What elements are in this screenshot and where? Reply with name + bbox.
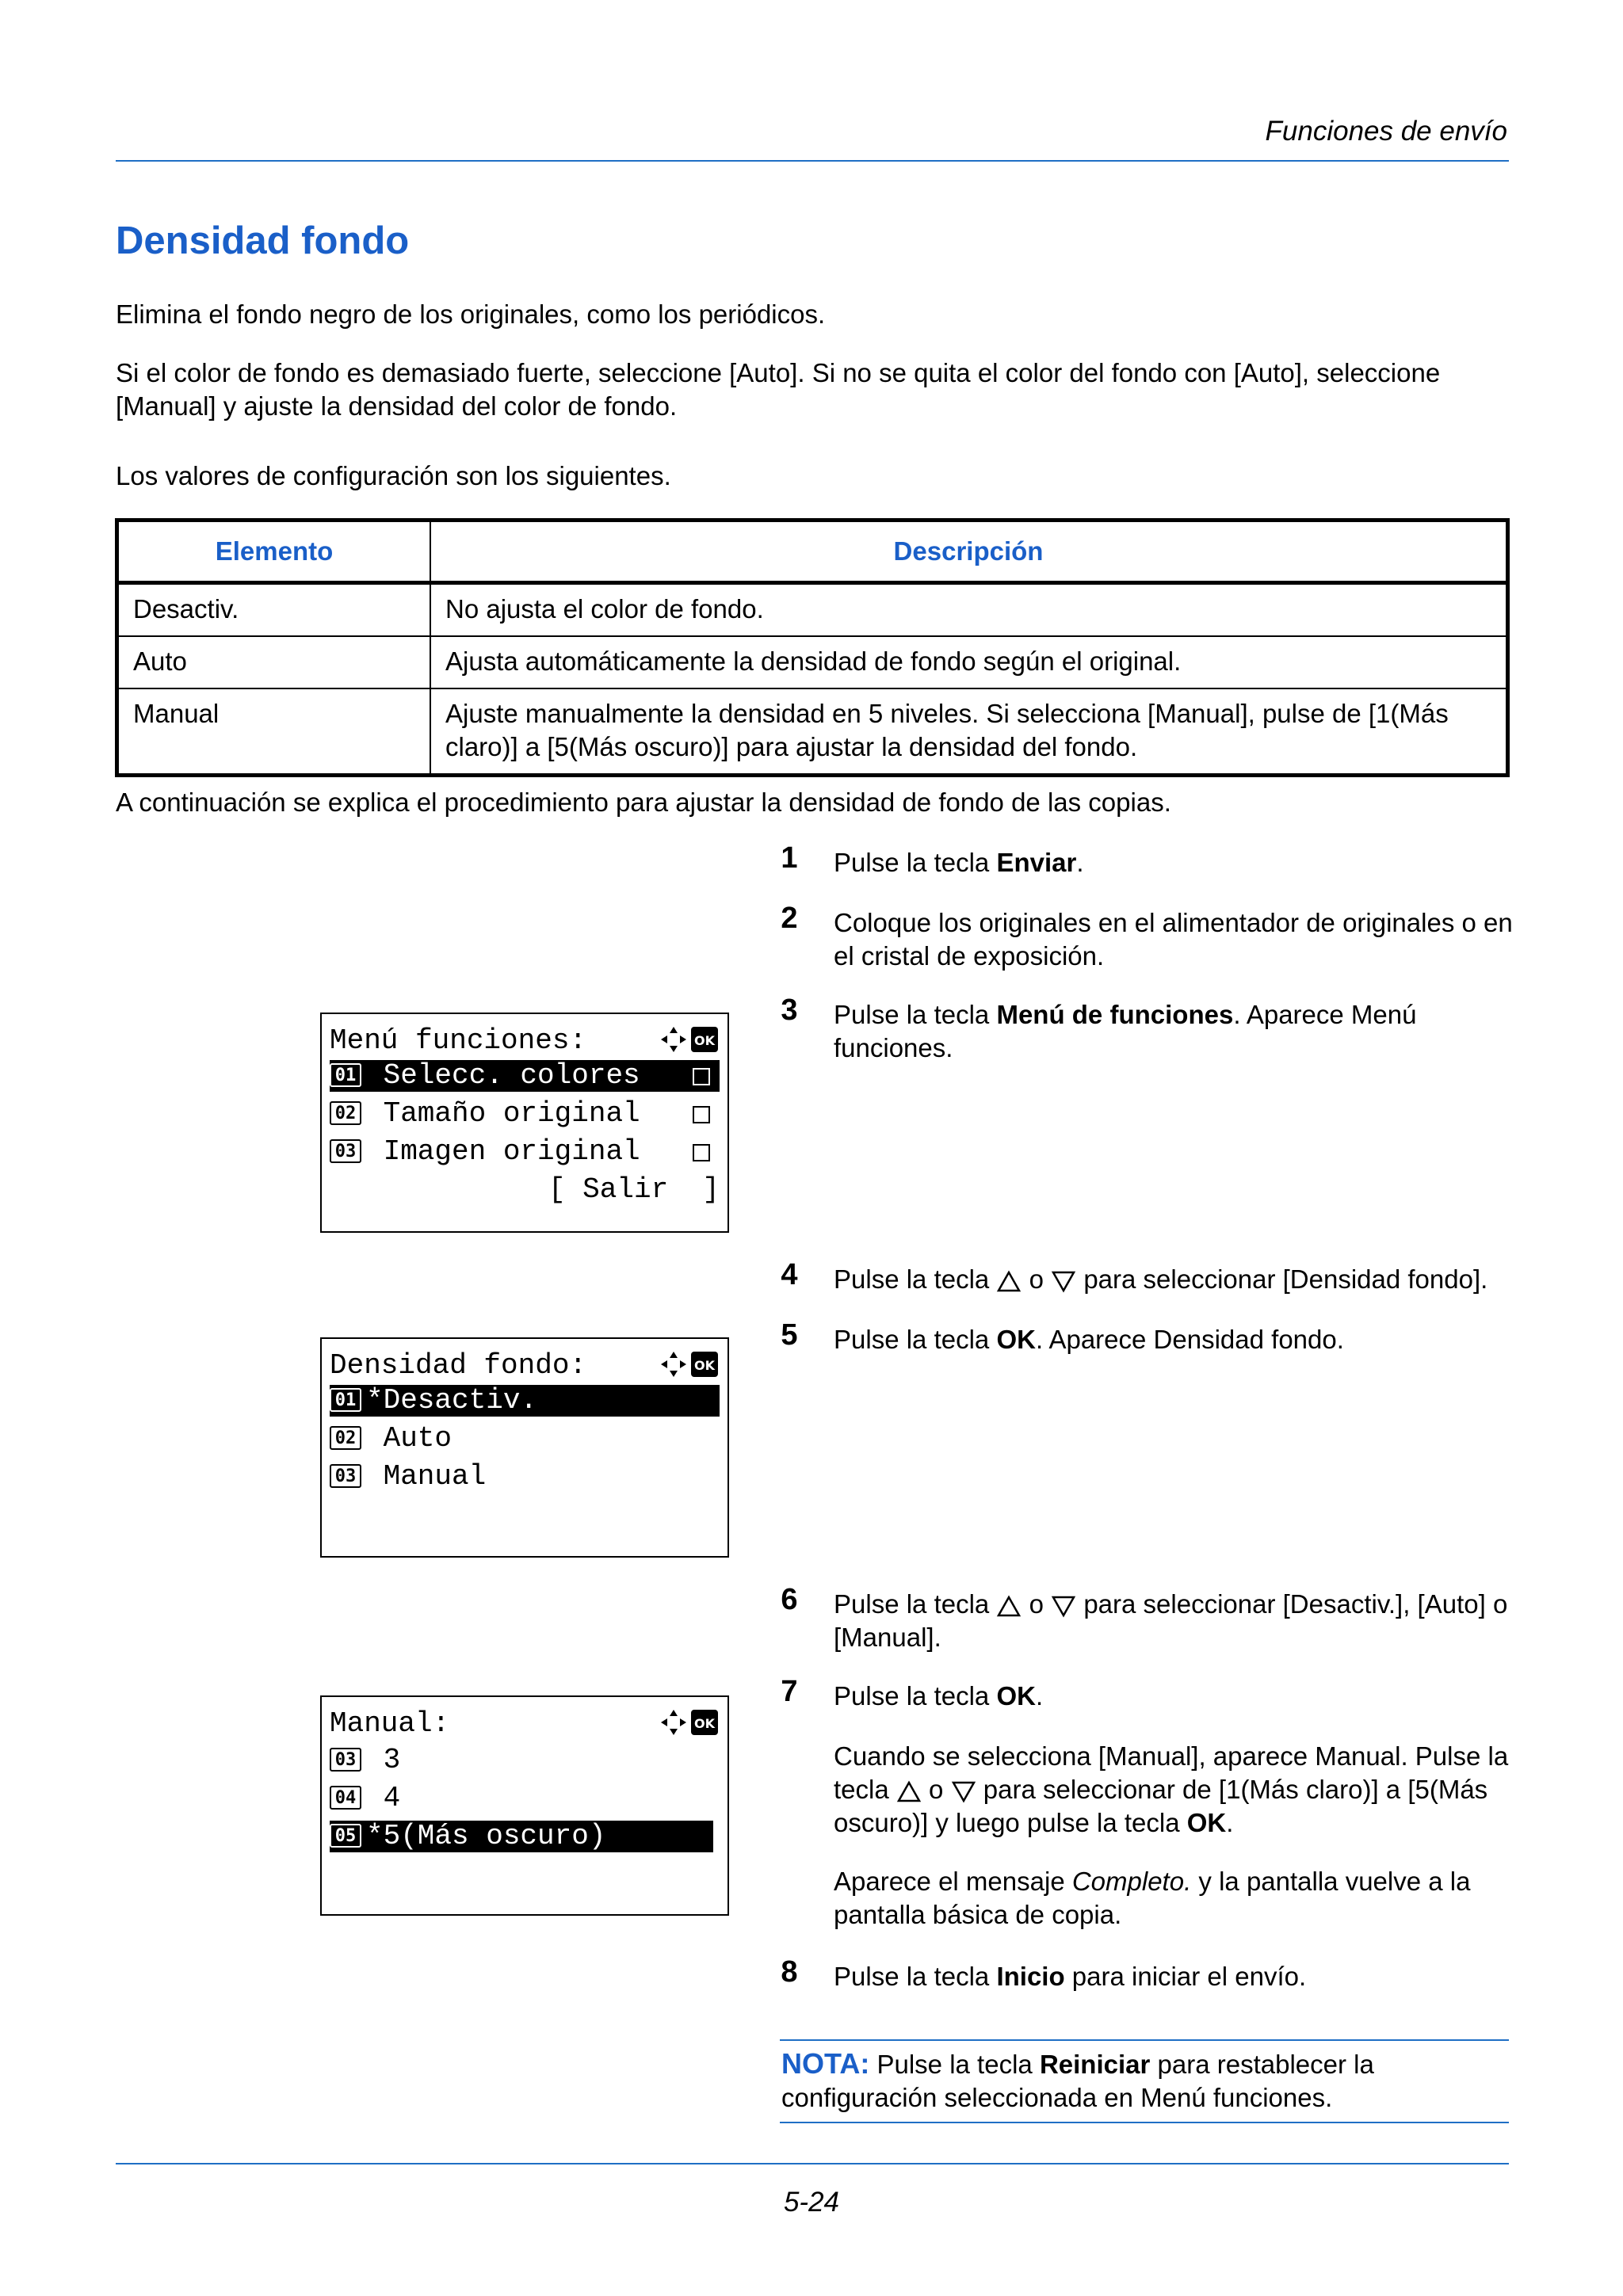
checkbox-icon <box>693 1068 710 1085</box>
footer-rule <box>116 2163 1509 2164</box>
table-header-row <box>117 521 1508 583</box>
step-number: 2 <box>781 902 798 935</box>
intro-paragraph-1: Elimina el fondo negro de los originales, como los periódicos. <box>116 299 826 329</box>
table-cell-item: Desactiv. <box>117 583 431 637</box>
note-label: NOTA: <box>781 2047 870 2080</box>
table-header-description: Descripción <box>430 521 1508 583</box>
step-number: 6 <box>781 1583 798 1616</box>
step-7-detail-2: Aparece el mensaje Completo. y la pantalla vuelve a la pantalla básica de copia. <box>834 1867 1471 1929</box>
table-row <box>117 636 1508 688</box>
lcd-row[interactable]: 03 Manual <box>330 1461 720 1493</box>
procedure-intro: A continuación se explica el procedimiento para ajustar la densidad de fondo de las copias. <box>116 788 1171 817</box>
table-cell-item: Auto <box>117 636 431 688</box>
step-number: 8 <box>781 1955 798 1989</box>
svg-text:OK: OK <box>694 1358 715 1373</box>
step-number: 7 <box>781 1675 798 1708</box>
running-header: Funciones de envío <box>1265 116 1507 147</box>
table-cell-item: Manual <box>117 688 431 776</box>
checkbox-icon <box>693 1144 710 1161</box>
step-8-text: Pulse la tecla Inicio para iniciar el envío. <box>834 1962 1307 1991</box>
page-title: Densidad fondo <box>116 219 410 262</box>
step-number: 4 <box>781 1258 798 1291</box>
up-triangle-icon <box>896 1779 922 1803</box>
up-triangle-icon <box>996 1269 1022 1293</box>
lcd-title: Menú funciones: <box>330 1024 587 1057</box>
step-5-text: Pulse la tecla OK. Aparece Densidad fondo. <box>834 1325 1344 1354</box>
lcd-row[interactable]: 03 3 <box>330 1745 720 1776</box>
table-header-item: Elemento <box>117 521 431 583</box>
intro-paragraph-3: Los valores de configuración son los siguientes. <box>116 461 671 490</box>
step-7-detail-1: Cuando se selecciona [Manual], aparece Manual. Pulse la tecla o para seleccionar de [1(Más claro)] a [5(Más oscuro)] y luego pulse la tecla OK. <box>834 1741 1509 1837</box>
lcd-row[interactable]: 02 Tamaño original <box>330 1098 720 1130</box>
lcd-row[interactable]: 02 Auto <box>330 1423 720 1455</box>
note-rule-bottom <box>780 2122 1509 2123</box>
checkbox-icon <box>693 1106 710 1123</box>
step-number: 1 <box>781 841 798 875</box>
table-cell-description: No ajusta el color de fondo. <box>430 583 1508 637</box>
settings-table <box>115 518 1510 777</box>
table-cell-description: Ajusta automáticamente la densidad de fondo según el original. <box>430 636 1508 688</box>
lcd-exit-button[interactable]: [ Salir ] <box>548 1173 720 1206</box>
lcd-row-selected[interactable]: 05 *5(Más oscuro) <box>330 1821 713 1852</box>
step-6-text: Pulse la tecla o para seleccionar [Desactiv.], [Auto] o [Manual]. <box>834 1589 1508 1652</box>
table-cell-description: Ajuste manualmente la densidad en 5 niveles. Si selecciona [Manual], pulse de [1(Más claro)] a [5(Más oscuro)] para ajustar la densidad del fondo. <box>430 688 1508 776</box>
down-triangle-icon <box>1051 1594 1076 1618</box>
lcd-title: Manual: <box>330 1707 450 1740</box>
intro-paragraph-2: Si el color de fondo es demasiado fuerte, seleccione [Auto]. Si no se quita el color del fondo con [Auto], seleccione [Manual] y ajuste la densidad del color de fondo. <box>116 358 1441 421</box>
lcd-background-density <box>320 1337 729 1558</box>
page-number: 5-24 <box>783 2187 840 2218</box>
note-text: NOTA: Pulse la tecla Reiniciar para restablecer la configuración seleccionada en Menú funciones. <box>781 2047 1374 2112</box>
step-1-text: Pulse la tecla Enviar. <box>834 848 1084 877</box>
lcd-manual <box>320 1695 729 1916</box>
nav-ok-icon <box>658 1707 721 1738</box>
table-row <box>117 688 1508 776</box>
table-row <box>117 583 1508 637</box>
note-rule-top <box>780 2039 1509 2041</box>
step-4-text: Pulse la tecla o para seleccionar [Densidad fondo]. <box>834 1264 1488 1294</box>
lcd-row-selected[interactable]: 01 Selecc. colores <box>330 1060 720 1092</box>
up-triangle-icon <box>996 1594 1022 1618</box>
step-2-text: Coloque los originales en el alimentador de originales o en el cristal de exposición. <box>834 908 1513 971</box>
step-3-text: Pulse la tecla Menú de funciones. Aparece Menú funciones. <box>834 1000 1417 1062</box>
lcd-row[interactable]: 03 Imagen original <box>330 1136 720 1168</box>
step-number: 3 <box>781 994 798 1027</box>
svg-text:OK: OK <box>694 1033 715 1048</box>
step-7-text: Pulse la tecla OK. <box>834 1681 1044 1711</box>
lcd-menu-functions <box>320 1013 729 1233</box>
nav-ok-icon <box>658 1348 721 1380</box>
header-rule <box>116 160 1509 162</box>
lcd-title: Densidad fondo: <box>330 1349 587 1382</box>
lcd-row-selected[interactable]: 01 *Desactiv. <box>330 1385 720 1417</box>
down-triangle-icon <box>1051 1269 1076 1293</box>
svg-text:OK: OK <box>694 1716 715 1731</box>
down-triangle-icon <box>951 1779 976 1803</box>
step-number: 5 <box>781 1318 798 1352</box>
nav-ok-icon <box>658 1024 721 1055</box>
lcd-row[interactable]: 04 4 <box>330 1783 720 1814</box>
